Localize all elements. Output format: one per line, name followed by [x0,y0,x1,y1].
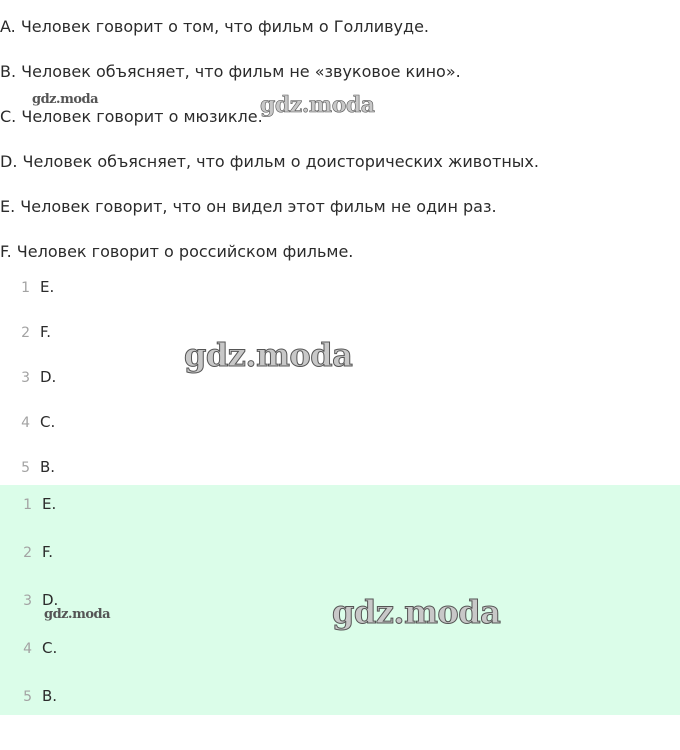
watermark: gdz.moda [32,92,99,107]
solution-number: 3 [23,593,32,609]
solution-row [18,541,53,563]
solution-value: F. [42,543,53,561]
solution-number: 1 [23,497,32,513]
answer-row [16,276,54,298]
answer-number: 5 [21,460,30,476]
statement-c: C. Человек говорит о мюзикле. [0,107,263,126]
solution-number: 4 [23,641,32,657]
solution-value: C. [42,639,58,657]
solution-value: B. [42,687,58,705]
solution-number: 2 [23,545,32,561]
answer-value: B. [40,458,56,476]
answer-list [0,270,680,480]
solution-row [18,685,57,707]
answer-row [16,411,55,433]
statement-b: B. Человек объясняет, что фильм не «звуковое кино». [0,62,461,81]
watermark: gdz.moda [44,607,111,622]
watermark: gdz.moda [260,92,375,118]
answer-row [16,456,55,478]
statement-a: A. Человек говорит о том, что фильм о Голливуде. [0,17,429,36]
solution-value: D. [42,591,59,609]
answer-number: 1 [21,280,30,296]
answer-value: E. [40,278,55,296]
watermark: gdz.moda [332,593,501,631]
statement-d: D. Человек объясняет, что фильм о доисторических животных. [0,152,539,171]
solution-value: E. [42,495,57,513]
watermark: gdz.moda [184,336,353,374]
answer-row [16,321,51,343]
answer-value: C. [40,413,56,431]
answer-value: D. [40,368,57,386]
solution-block [0,485,680,715]
answer-number: 2 [21,325,30,341]
solution-row [18,589,58,611]
answer-row [16,366,56,388]
statement-f: F. Человек говорит о российском фильме. [0,242,354,261]
answer-number: 4 [21,415,30,431]
solution-row [18,493,56,515]
answer-number: 3 [21,370,30,386]
solution-row [18,637,57,659]
solution-number: 5 [23,689,32,705]
statement-e: E. Человек говорит, что он видел этот фильм не один раз. [0,197,497,216]
answer-value: F. [40,323,51,341]
